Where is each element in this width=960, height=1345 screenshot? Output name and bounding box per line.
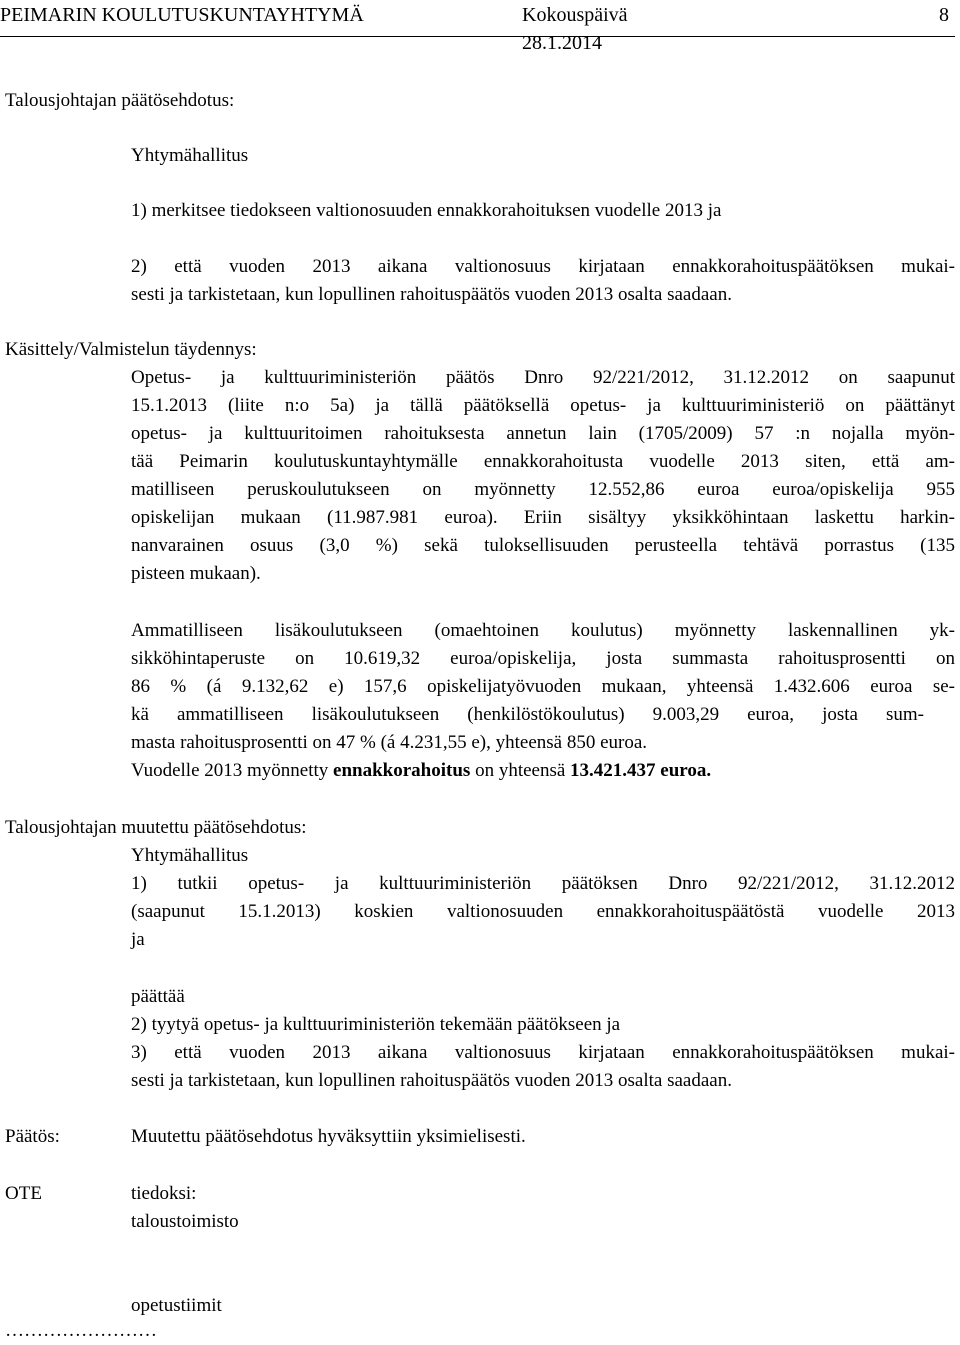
total-bold-label: ennakkorahoitus <box>333 760 471 781</box>
revised-item3-line1: 3) että vuoden 2013 aikana valtionosuus kirjataan ennakkorahoituspäätöksen mukai- <box>131 1042 955 1063</box>
header-org: PEIMARIN KOULUTUSKUNTAYHTYMÄ <box>0 4 364 26</box>
ote-label: OTE <box>5 1183 42 1204</box>
revised-decides: päättää <box>131 986 185 1007</box>
revised-item1-line1: 1) tutkii opetus- ja kulttuuriministeriön päätöksen Dnro 92/221/2012, 31.12.2012 <box>131 873 955 894</box>
processing-line-8: pisteen mukaan). <box>131 563 261 584</box>
para2-line-3: 86 % (á 9.132,62 e) 157,6 opiskelijatyövuoden mukaan, yhteensä 1.432.606 euroa se- <box>131 676 955 697</box>
ote-recipient-1: taloustoimisto <box>131 1211 239 1232</box>
processing-line-6: opiskelijan mukaan (11.987.981 euroa). Eriin sisältyy yksikköhintaan laskettu harkin- <box>131 507 955 528</box>
decision-text: Muutettu päätösehdotus hyväksyttiin yksimielisesti. <box>131 1126 526 1147</box>
ote-dots: …………………… <box>5 1320 157 1341</box>
proposal-item1: 1) merkitsee tiedokseen valtionosuuden ennakkorahoituksen vuodelle 2013 ja <box>131 200 722 221</box>
revised-item3-line2: sesti ja tarkistetaan, kun lopullinen rahoituspäätös vuoden 2013 osalta saadaan. <box>131 1070 732 1091</box>
para2-line-5: masta rahoitusprosentti on 47 % (á 4.231,55 e), yhteensä 850 euroa. <box>131 732 648 753</box>
ote-info-label: tiedoksi: <box>131 1183 197 1204</box>
para2-line-2: sikköhintaperuste on 10.619,32 euroa/opiskelija, josta summasta rahoitusprosentti on <box>131 648 955 669</box>
ote-recipient-2: opetustiimit <box>131 1295 222 1316</box>
para2-line-1: Ammatilliseen lisäkoulutukseen (omaehtoinen koulutus) myönnetty laskennallinen yk- <box>131 620 955 641</box>
processing-line-7: nanvarainen osuus (3,0 %) sekä tuloksellisuuden perusteella tehtävä porrastus (135 <box>131 535 955 556</box>
proposal-body: Yhtymähallitus <box>131 145 249 166</box>
processing-line-1: Opetus- ja kulttuuriministeriön päätös Dnro 92/221/2012, 31.12.2012 on saapunut <box>131 367 955 388</box>
processing-line-4: tää Peimarin koulutuskuntayhtymälle ennakkorahoitusta vuodelle 2013 siten, että am- <box>131 451 955 472</box>
processing-heading: Käsittely/Valmistelun täydennys: <box>5 339 257 360</box>
total-mid: on yhteensä <box>470 760 571 781</box>
proposal-item2-line1: 2) että vuoden 2013 aikana valtionosuus kirjataan ennakkorahoituspäätöksen mukai- <box>131 256 955 277</box>
revised-item2: 2) tyytyä opetus- ja kulttuuriministeriön tekemään päätökseen ja <box>131 1014 621 1035</box>
revised-heading: Talousjohtajan muutettu päätösehdotus: <box>5 817 307 838</box>
page-number: 8 <box>939 4 949 26</box>
total-amount: 13.421.437 euroa. <box>570 760 712 781</box>
proposal-heading: Talousjohtajan päätösehdotus: <box>5 90 235 111</box>
total-prefix: Vuodelle 2013 myönnetty <box>131 760 334 781</box>
total-line <box>131 760 711 782</box>
processing-line-2: 15.1.2013 (liite n:o 5a) ja tällä päätöksellä opetus- ja kulttuuriministeriö on päättänyt <box>131 395 955 416</box>
header-rule <box>0 36 955 37</box>
processing-line-3: opetus- ja kulttuuritoimen rahoituksesta annetun lain (1705/2009) 57 :n nojalla myön- <box>131 423 955 444</box>
para2-line-4: kä ammatilliseen lisäkoulutukseen (henkilöstökoulutus) 9.003,29 euroa, josta sum- <box>131 704 924 725</box>
proposal-item2-line2: sesti ja tarkistetaan, kun lopullinen rahoituspäätös vuoden 2013 osalta saadaan. <box>131 284 732 305</box>
revised-item1-line3: ja <box>131 929 145 950</box>
header-meeting-date: 28.1.2014 <box>522 32 602 54</box>
revised-item1-line2: (saapunut 15.1.2013) koskien valtionosuuden ennakkorahoituspäätöstä vuodelle 2013 <box>131 901 955 922</box>
processing-line-5: matilliseen peruskoulutukseen on myönnetty 12.552,86 euroa euroa/opiskelija 955 <box>131 479 955 500</box>
revised-body: Yhtymähallitus <box>131 845 249 866</box>
decision-label: Päätös: <box>5 1126 60 1147</box>
header-meeting-label: Kokouspäivä <box>522 4 628 26</box>
